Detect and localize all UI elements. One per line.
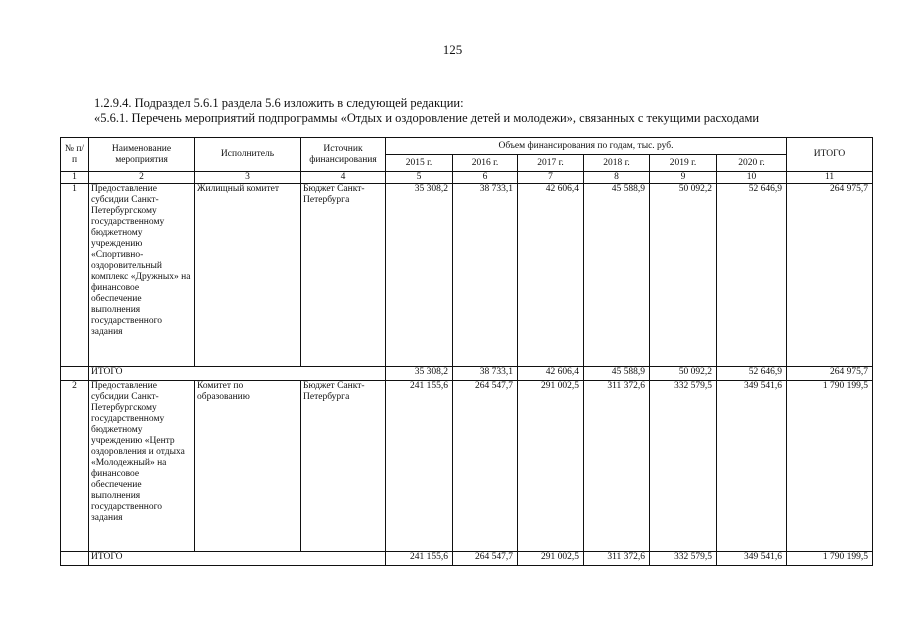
column-number: 3 <box>195 172 301 184</box>
row-value: 349 541,6 <box>717 381 787 552</box>
row-source: Бюджет Санкт-Петербурга <box>301 184 386 367</box>
subtotal-row <box>61 552 873 566</box>
financing-table <box>60 137 873 566</box>
column-number: 10 <box>717 172 787 184</box>
header-year: 2019 г. <box>650 155 717 172</box>
header-funding: Объем финансирования по годам, тыс. руб. <box>386 138 787 155</box>
header-year: 2020 г. <box>717 155 787 172</box>
row-total: 1 790 199,5 <box>787 381 873 552</box>
subtotal-total: 1 790 199,5 <box>787 552 873 566</box>
header-year: 2016 г. <box>453 155 518 172</box>
header-year: 2018 г. <box>584 155 650 172</box>
row-num: 1 <box>61 184 89 367</box>
row-executor: Жилищный комитет <box>195 184 301 367</box>
subtotal-value: 291 002,5 <box>518 552 584 566</box>
page-number: 125 <box>442 42 463 57</box>
row-value: 45 588,9 <box>584 184 650 367</box>
row-source: Бюджет Санкт-Петербурга <box>301 381 386 552</box>
header-year: 2017 г. <box>518 155 584 172</box>
subtotal-value: 311 372,6 <box>584 552 650 566</box>
header-source: Источник финансирования <box>301 138 386 172</box>
column-number: 7 <box>518 172 584 184</box>
subtotal-value: 50 092,2 <box>650 367 717 381</box>
subtotal-value: 52 646,9 <box>717 367 787 381</box>
row-value: 311 372,6 <box>584 381 650 552</box>
row-executor: Комитет по образованию <box>195 381 301 552</box>
column-number: 8 <box>584 172 650 184</box>
row-value: 264 547,7 <box>453 381 518 552</box>
column-number: 5 <box>386 172 453 184</box>
intro-line-1: 1.2.9.4. Подраздел 5.6.1 раздела 5.6 изложить в следующей редакции: <box>94 96 464 110</box>
subtotal-value: 264 547,7 <box>453 552 518 566</box>
column-number: 4 <box>301 172 386 184</box>
table-row <box>61 381 873 552</box>
header-year: 2015 г. <box>386 155 453 172</box>
header-num: № п/п <box>61 138 89 172</box>
column-number-row <box>61 172 873 184</box>
header-row-top <box>61 138 873 155</box>
table-row <box>61 184 873 367</box>
row-value: 38 733,1 <box>453 184 518 367</box>
row-name: Предоставление субсидии Санкт-Петербургскому государственному бюджетному учреждению «Центр оздоровления и отдыха «Молодежный» на финансовое обеспечение выполнения государственного задания <box>89 381 195 552</box>
row-value: 291 002,5 <box>518 381 584 552</box>
header-name: Наименование мероприятия <box>89 138 195 172</box>
subtotal-value: 332 579,5 <box>650 552 717 566</box>
column-number: 2 <box>89 172 195 184</box>
row-name: Предоставление субсидии Санкт-Петербургскому государственному бюджетному учреждению «Спортивно-оздоровительный комплекс «Дружных» на финансовое обеспечение выполнения государственного задания <box>89 184 195 367</box>
subtotal-value: 42 606,4 <box>518 367 584 381</box>
subtotal-value: 38 733,1 <box>453 367 518 381</box>
header-executor: Исполнитель <box>195 138 301 172</box>
row-total: 264 975,7 <box>787 184 873 367</box>
column-number: 6 <box>453 172 518 184</box>
row-value: 35 308,2 <box>386 184 453 367</box>
row-value: 52 646,9 <box>717 184 787 367</box>
row-value: 50 092,2 <box>650 184 717 367</box>
subtotal-total: 264 975,7 <box>787 367 873 381</box>
subtotal-value: 45 588,9 <box>584 367 650 381</box>
subtotal-value: 35 308,2 <box>386 367 453 381</box>
subtotal-value: 241 155,6 <box>386 552 453 566</box>
header-total: ИТОГО <box>787 138 873 172</box>
column-number: 11 <box>787 172 873 184</box>
row-num: 2 <box>61 381 89 552</box>
row-value: 42 606,4 <box>518 184 584 367</box>
intro-block <box>94 96 759 126</box>
subtotal-value: 349 541,6 <box>717 552 787 566</box>
column-number: 1 <box>61 172 89 184</box>
column-number: 9 <box>650 172 717 184</box>
subtotal-row <box>61 367 873 381</box>
subtotal-label: ИТОГО <box>89 552 386 566</box>
row-value: 241 155,6 <box>386 381 453 552</box>
subtotal-label: ИТОГО <box>89 367 386 381</box>
subtotal-empty <box>61 552 89 566</box>
row-value: 332 579,5 <box>650 381 717 552</box>
intro-line-2: «5.6.1. Перечень мероприятий подпрограммы «Отдых и оздоровление детей и молодежи», связанных с текущими расходами <box>94 111 760 125</box>
subtotal-empty <box>61 367 89 381</box>
